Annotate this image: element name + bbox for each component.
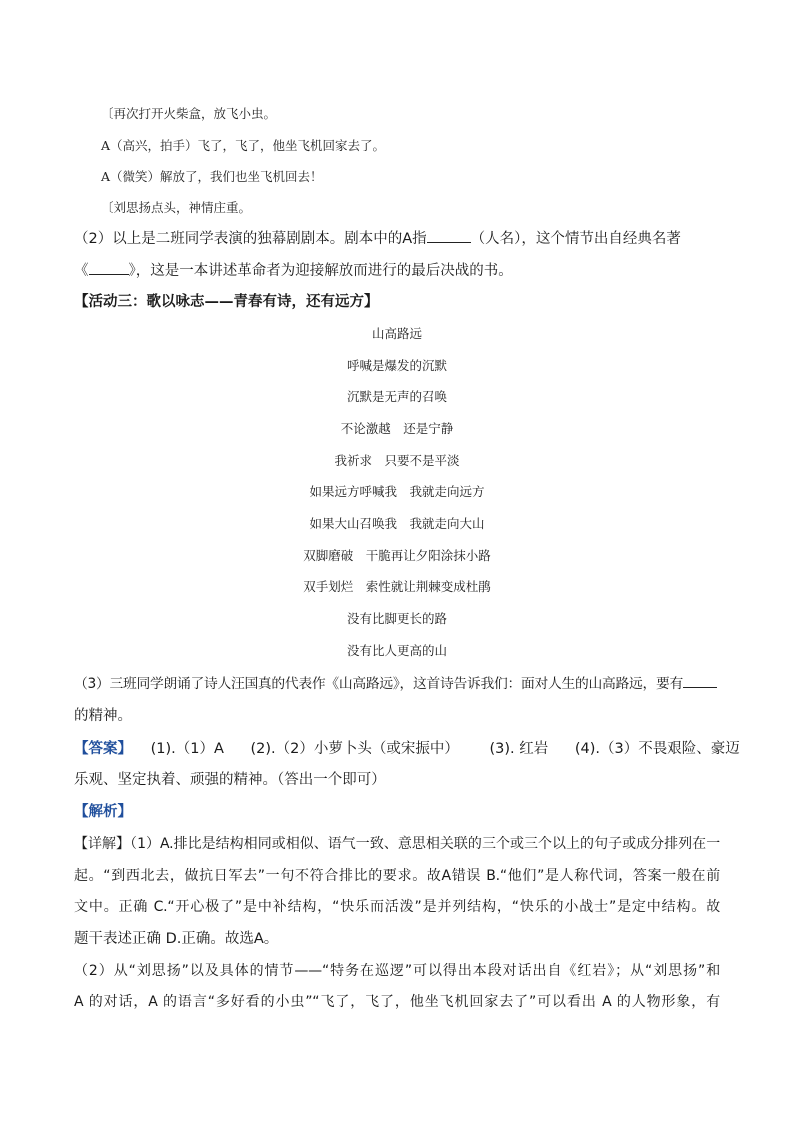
- answer-line-1: [74, 738, 740, 760]
- activity-3-heading: 【活动三：歌以咏志——青春有诗，还有远方】: [74, 294, 379, 310]
- analysis-label: 【解析】: [74, 804, 132, 820]
- poem-title: 山高路远: [371, 326, 422, 341]
- answer-item-4: (4).（3）不畏艰险、豪迈: [574, 741, 740, 757]
- poem-line-3: 不论激越 还是宁静: [340, 421, 454, 436]
- analysis-line-5: （2）从“刘思扬”以及具体的情节——“特务在巡逻”可以得出本段对话出自《红岩》；从“刘思扬”和: [74, 963, 720, 979]
- question-2-book-open: 《: [74, 263, 89, 279]
- answer-item-3: (3). 红岩: [489, 741, 549, 757]
- question-2-text-b: （人名），这个情节出自经典名著: [470, 231, 681, 247]
- question-2-text-c: 》，这是一本讲述革命者为迎接解放而进行的最后决战的书。: [128, 263, 513, 279]
- question-3-line-1: [74, 673, 717, 695]
- question-2-blank-1: [427, 228, 471, 243]
- poem-line-6: 如果大山召唤我 我就走向大山: [309, 516, 485, 531]
- analysis-line-6: A 的对话，A 的语言“多好看的小虫”“飞了，飞了，他坐飞机回家去了”可以看出 A 的人物形象，有: [74, 994, 720, 1010]
- answer-item-1: (1).（1）A: [150, 741, 224, 757]
- script-line-3: A（微笑）解放了，我们也坐飞机回去！: [101, 169, 323, 184]
- question-3-text: （3）三班同学朗诵了诗人汪国真的代表作《山高路远》，这首诗告诉我们：面对人生的山高路远，要有: [74, 676, 683, 692]
- answer-line-2: 乐观、坚定执着、顽强的精神。（答出一个即可）: [74, 772, 386, 788]
- poem-line-5: 如果远方呼喊我 我就走向远方: [309, 484, 485, 499]
- poem-line-1: 呼喊是爆发的沉默: [346, 358, 447, 373]
- poem-line-9: 没有比脚更长的路: [346, 611, 447, 626]
- poem-line-4: 我祈求 只要不是平淡: [334, 453, 460, 468]
- answer-label: 【答案】: [74, 741, 132, 757]
- analysis-line-2: 起。“到西北去，做抗日军去”一句不符合排比的要求。故A错误 B.“他们”是人称代词，答案一般在前: [74, 868, 720, 884]
- question-3-blank: [683, 673, 717, 688]
- poem-line-7: 双脚磨破 干脆再让夕阳涂抹小路: [303, 548, 491, 563]
- question-2-line-2: [74, 260, 513, 282]
- script-line-1: 〔再次打开火柴盒，放飞小虫。: [101, 106, 277, 121]
- script-line-2: A（高兴，拍手）飞了，飞了，他坐飞机回家去了。: [101, 138, 386, 153]
- analysis-line-3: 文中。正确 C.“开心极了”是中补结构，“快乐而活泼”是并列结构，“快乐的小战士”是定中结构。故: [74, 899, 720, 915]
- question-3-line-2: 的精神。: [74, 708, 132, 724]
- poem-line-8: 双手划烂 索性就让荆棘变成杜鹃: [303, 579, 491, 594]
- question-2-text-a: （2）以上是二班同学表演的独幕剧剧本。剧本中的A指: [74, 231, 427, 247]
- question-2-blank-2: [89, 260, 129, 275]
- question-2-line-1: [74, 228, 681, 250]
- answer-item-2: (2).（2）小萝卜头（或宋振中）: [250, 741, 459, 757]
- poem-line-10: 没有比人更高的山: [346, 643, 447, 658]
- script-line-4: 〔刘思扬点头，神情庄重。: [101, 200, 252, 215]
- analysis-line-1: 【详解】（1）A.排比是结构相同或相似、语气一致、意思相关联的三个或三个以上的句子或成分排列在一: [74, 836, 720, 852]
- analysis-line-4: 题干表述正确 D.正确。故选A。: [74, 931, 279, 947]
- poem-line-2: 沉默是无声的召唤: [346, 389, 447, 404]
